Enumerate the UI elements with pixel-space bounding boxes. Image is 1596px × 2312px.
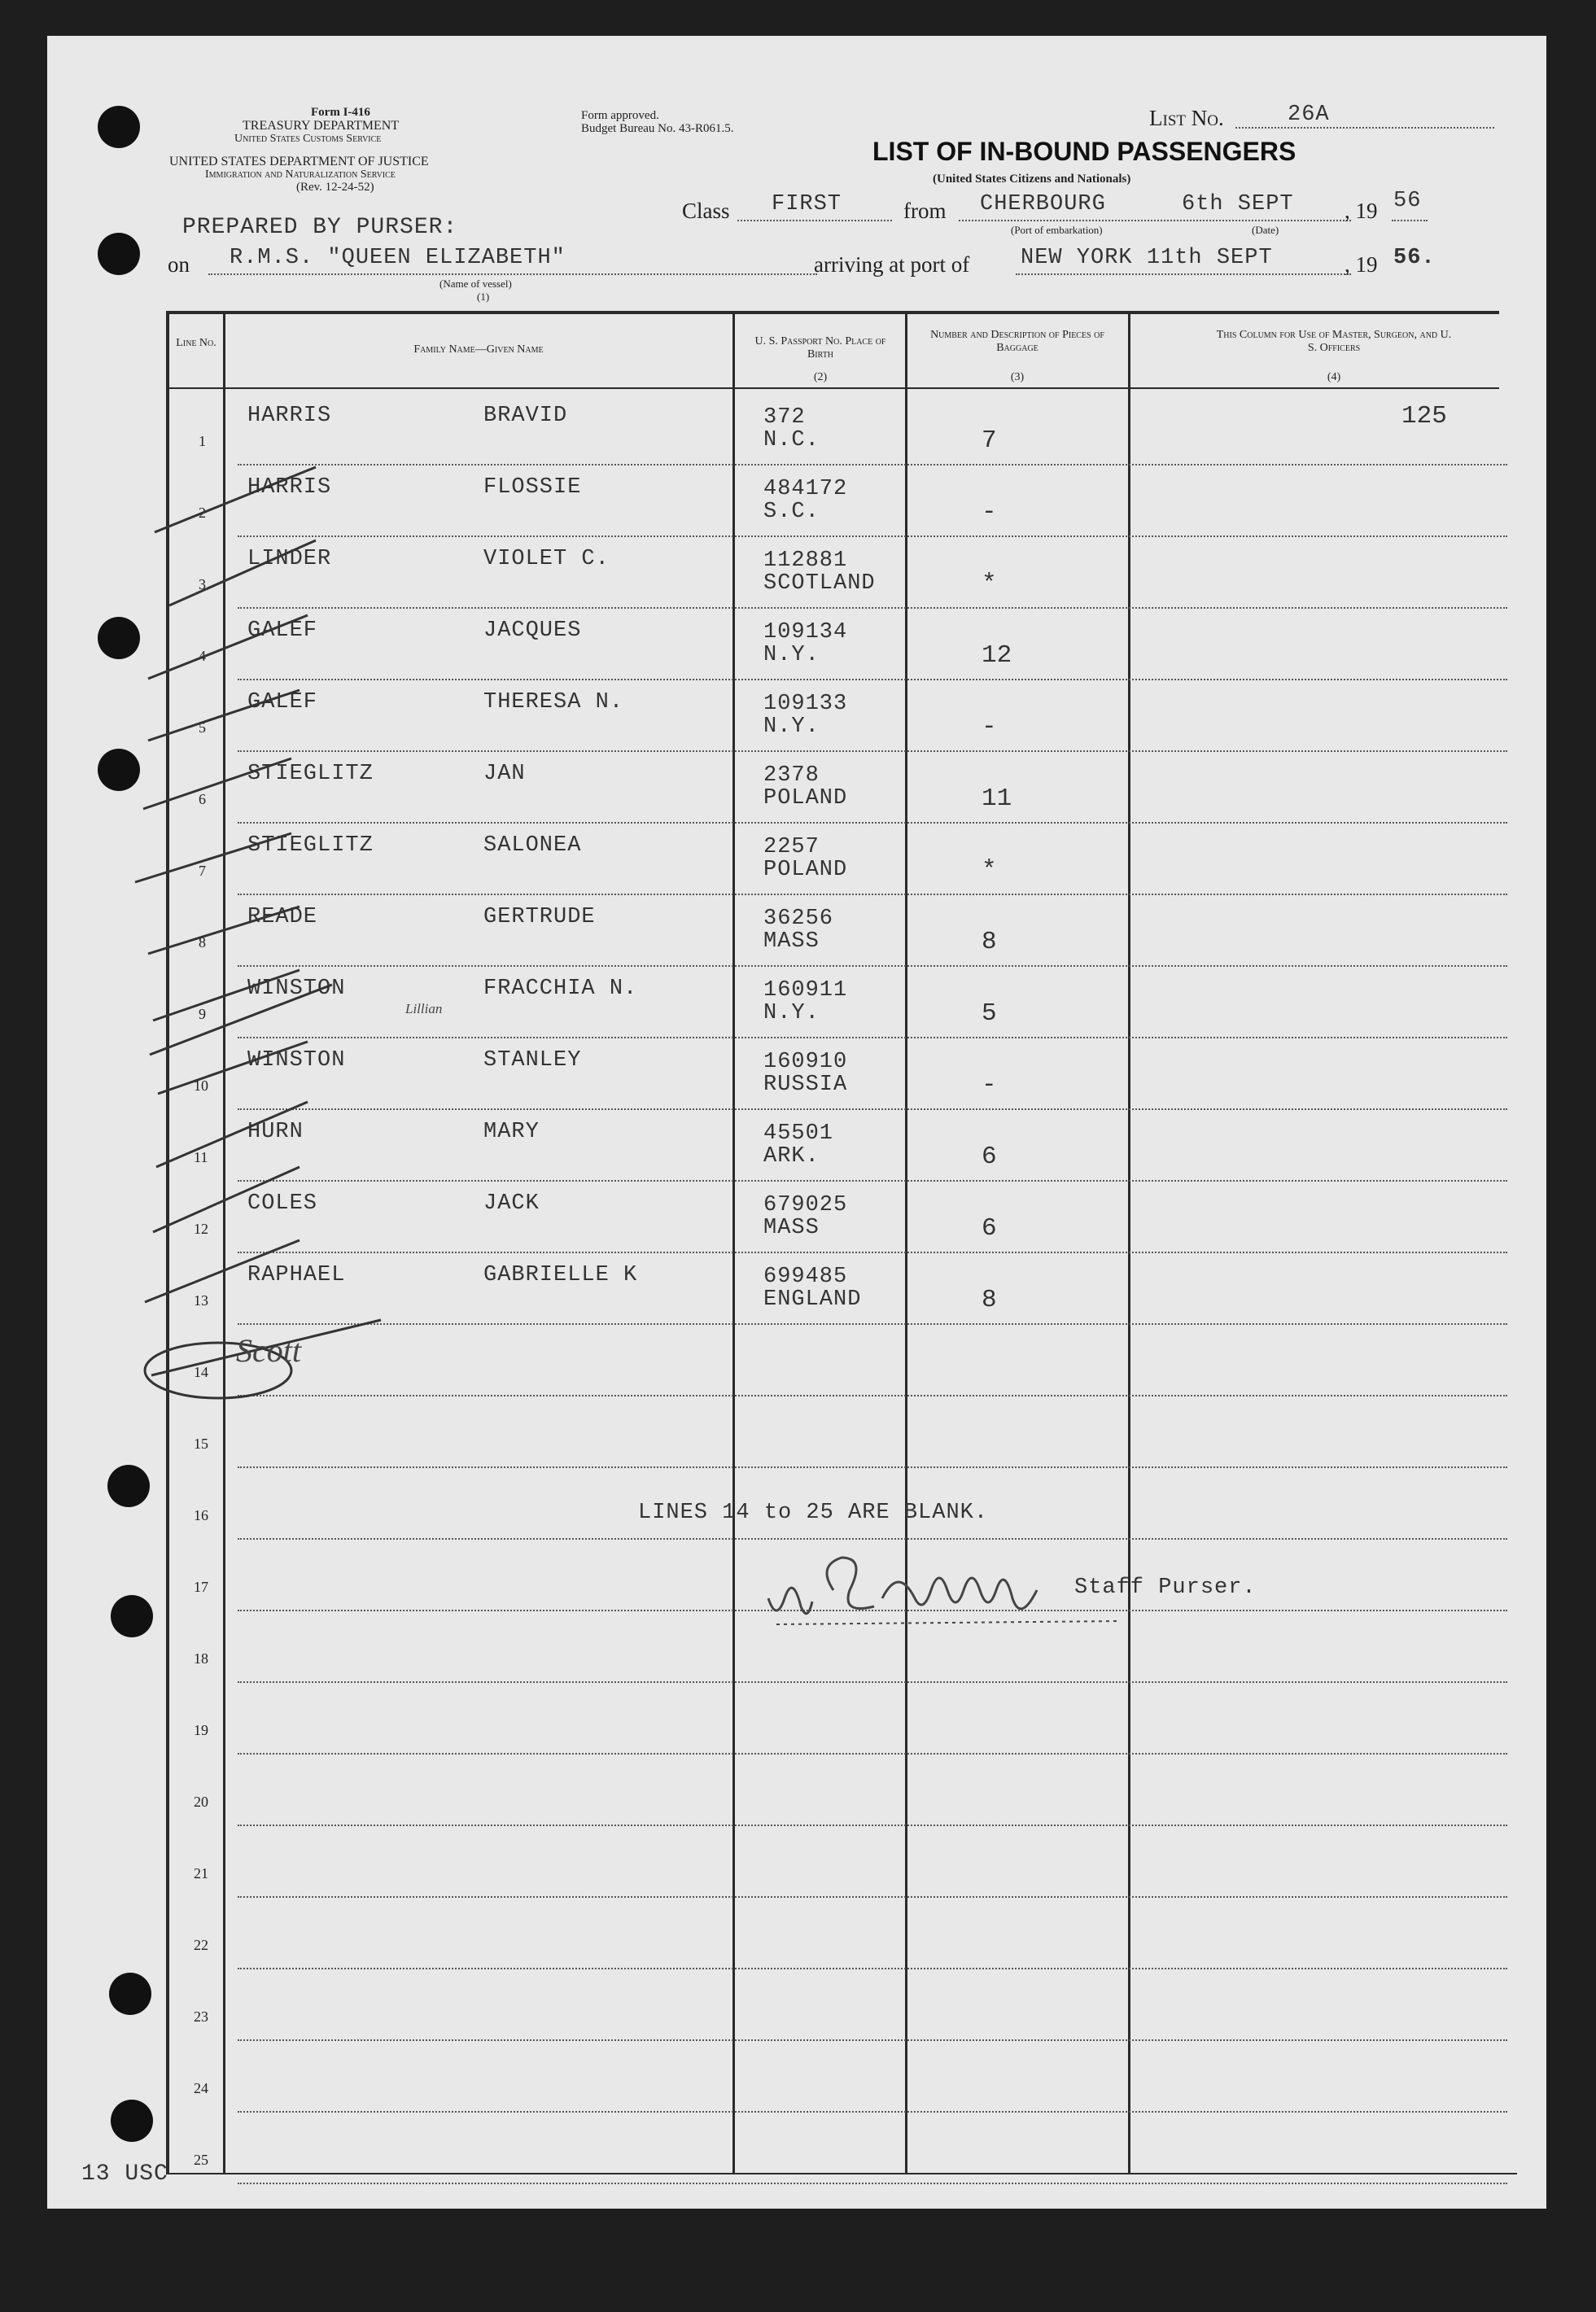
row-family-name: LINDER: [247, 547, 332, 571]
header-officers-no: (4): [1327, 371, 1341, 383]
row-place-of-birth: N.Y.: [763, 715, 820, 739]
footer-usc: 13 USC: [81, 2161, 168, 2187]
row-line-number: 22: [194, 1937, 208, 1953]
row-line-number: 14: [194, 1364, 208, 1380]
handwritten-given-name: Lillian: [405, 1001, 443, 1016]
row-given-name: BRAVID: [483, 404, 568, 428]
row-place-of-birth: S.C.: [763, 500, 820, 524]
row-line-number: 3: [199, 576, 206, 592]
row-baggage: 7: [982, 426, 997, 455]
row-line-number: 7: [199, 863, 206, 879]
row-place-of-birth: N.C.: [763, 428, 820, 452]
row-family-name: GALEF: [247, 690, 318, 715]
from-label: from: [903, 199, 947, 223]
row-baggage: *: [982, 570, 997, 598]
row-given-name: GERTRUDE: [483, 905, 596, 929]
row-given-name: JACK: [483, 1191, 540, 1216]
arrival-port-date: NEW YORK 11th SEPT: [1021, 246, 1273, 270]
row-given-name: VIOLET C.: [483, 547, 610, 571]
row-family-name: STIEGLITZ: [247, 833, 374, 858]
page-subtitle: (United States Citizens and Nationals): [933, 173, 1131, 186]
row-passport-no: 45501: [763, 1121, 834, 1146]
row-baggage: 12: [982, 641, 1012, 670]
row-line-number: 23: [194, 2008, 208, 2025]
row-baggage: 8: [982, 928, 997, 956]
header-baggage-no: (3): [1010, 371, 1025, 383]
row-given-name: STANLEY: [483, 1048, 582, 1073]
row-family-name: RAPHAEL: [247, 1263, 346, 1287]
row-place-of-birth: POLAND: [763, 786, 848, 811]
row-given-name: SALONEA: [483, 833, 582, 858]
row-given-name: JACQUES: [483, 618, 582, 643]
row-passport-no: 160911: [763, 978, 848, 1003]
blank-lines-note: LINES 14 to 25 ARE BLANK.: [638, 1501, 989, 1525]
row-line-number: 18: [194, 1650, 208, 1667]
row-baggage: 6: [982, 1214, 997, 1243]
row-passport-no: 2378: [763, 763, 820, 788]
row-given-name: MARY: [483, 1120, 540, 1144]
embarkation-date: 6th SEPT: [1182, 192, 1294, 216]
port-of-embarkation: CHERBOURG: [980, 192, 1106, 216]
row-family-name: HARRIS: [247, 404, 332, 428]
row-passport-no: 679025: [763, 1193, 848, 1217]
form-number: Form I-416: [311, 106, 370, 119]
row-line-number: 11: [194, 1149, 208, 1165]
header-name: Family Name—Given Name: [413, 343, 544, 356]
row-line-number: 9: [199, 1006, 206, 1022]
row-given-name: JAN: [483, 762, 526, 786]
row-place-of-birth: MASS: [763, 929, 820, 954]
budget-bureau: Budget Bureau No. 43-R061.5.: [581, 122, 734, 135]
row-passport-no: 699485: [763, 1265, 848, 1289]
on-label: on: [168, 252, 190, 277]
row-given-name: GABRIELLE K: [483, 1263, 638, 1287]
row-family-name: HURN: [247, 1120, 304, 1144]
row-baggage: 6: [982, 1143, 997, 1171]
list-no: 26A: [1288, 103, 1330, 127]
row-line-number: 15: [194, 1436, 208, 1452]
staff-purser-title: Staff Purser.: [1074, 1576, 1257, 1600]
header-baggage: Number and Description of Pieces of Baggage: [930, 329, 1104, 354]
row-line-number: 24: [194, 2080, 208, 2096]
row-line-number: 16: [194, 1507, 208, 1523]
row-baggage: -: [982, 713, 997, 741]
row-passport-no: 36256: [763, 907, 834, 931]
manifest-page: [47, 36, 1546, 2209]
arrival-year-prefix: , 19: [1345, 252, 1378, 277]
row-family-name: GALEF: [247, 618, 318, 643]
page-title: LIST OF IN-BOUND PASSENGERS: [872, 137, 1296, 166]
form-revision: (Rev. 12-24-52): [296, 181, 374, 194]
row-line-number: 13: [194, 1292, 208, 1309]
justice-dept: UNITED STATES DEPARTMENT OF JUSTICE: [169, 155, 429, 168]
header-passport: U. S. Passport No. Place of Birth: [754, 335, 886, 361]
row-baggage: *: [982, 856, 997, 885]
row-passport-no: 484172: [763, 477, 848, 501]
row-passport-no: 372: [763, 405, 806, 430]
row-place-of-birth: ARK.: [763, 1144, 820, 1169]
row-family-name: READE: [247, 905, 318, 929]
row-family-name: WINSTON: [247, 977, 346, 1001]
prepared-by: PREPARED BY PURSER:: [182, 215, 458, 240]
row-baggage: 11: [982, 785, 1012, 813]
row-family-name: HARRIS: [247, 475, 332, 500]
row-officer-remark: 125: [1401, 402, 1447, 430]
row-line-number: 17: [194, 1579, 208, 1595]
form-approved: Form approved.: [581, 109, 659, 122]
list-no-label: List No.: [1149, 106, 1224, 130]
row-place-of-birth: N.Y.: [763, 1001, 820, 1025]
row-passport-no: 112881: [763, 548, 848, 573]
row-line-number: 5: [199, 719, 206, 736]
row-line-number: 10: [194, 1077, 208, 1094]
row-given-name: FLOSSIE: [483, 475, 582, 500]
row-line-number: 1: [199, 433, 206, 449]
date-caption: (Date): [1252, 224, 1279, 236]
header-line-no: Line No.: [176, 337, 216, 349]
port-caption: (Port of embarkation): [1011, 224, 1103, 236]
row-given-name: THERESA N.: [483, 690, 624, 715]
row-line-number: 20: [194, 1794, 208, 1810]
row-place-of-birth: MASS: [763, 1216, 820, 1240]
row-family-name: COLES: [247, 1191, 318, 1216]
row-baggage: -: [982, 498, 997, 527]
row-line-number: 21: [194, 1865, 208, 1882]
row-line-number: 8: [199, 934, 206, 951]
customs-service: United States Customs Service: [234, 133, 382, 145]
row-place-of-birth: SCOTLAND: [763, 571, 876, 596]
row-line-number: 4: [199, 648, 206, 664]
header-passport-no: (2): [813, 371, 828, 383]
row-family-name: STIEGLITZ: [247, 762, 374, 786]
row-passport-no: 109133: [763, 692, 848, 716]
class-label: Class: [682, 199, 730, 223]
check-marks: [47, 36, 1546, 2209]
row-passport-no: 160910: [763, 1050, 848, 1074]
row-place-of-birth: ENGLAND: [763, 1287, 862, 1312]
header-officers: This Column for Use of Master, Surgeon, and U. S. Officers: [1216, 329, 1452, 354]
row-given-name: FRACCHIA N.: [483, 977, 638, 1001]
year-prefix: , 19: [1345, 199, 1378, 223]
row-baggage: -: [982, 1071, 997, 1099]
row-baggage: 8: [982, 1286, 997, 1314]
arrival-year: 56.: [1393, 246, 1436, 270]
embark-year: 56: [1393, 189, 1422, 213]
row-baggage: 5: [982, 999, 997, 1028]
row-passport-no: 2257: [763, 835, 820, 859]
vessel-name: R.M.S. "QUEEN ELIZABETH": [230, 246, 566, 270]
arriving-label: arriving at port of: [814, 252, 970, 277]
class-value: FIRST: [772, 192, 842, 216]
row-line-number: 12: [194, 1221, 208, 1237]
vessel-col-no: (1): [477, 291, 490, 303]
row-place-of-birth: RUSSIA: [763, 1073, 848, 1097]
row-line-number: 6: [199, 791, 206, 807]
row-place-of-birth: POLAND: [763, 858, 848, 882]
vessel-caption: (Name of vessel): [439, 278, 512, 290]
row-line-number: 25: [194, 2152, 208, 2168]
row-line-number: 2: [199, 505, 206, 521]
treasury-dept: TREASURY DEPARTMENT: [243, 119, 400, 133]
row-family-name: WINSTON: [247, 1048, 346, 1073]
row-line-number: 19: [194, 1722, 208, 1738]
row-passport-no: 109134: [763, 620, 848, 645]
row-place-of-birth: N.Y.: [763, 643, 820, 667]
handwritten-scott: Scott: [236, 1332, 301, 1369]
ins-service: Immigration and Naturalization Service: [205, 168, 396, 181]
